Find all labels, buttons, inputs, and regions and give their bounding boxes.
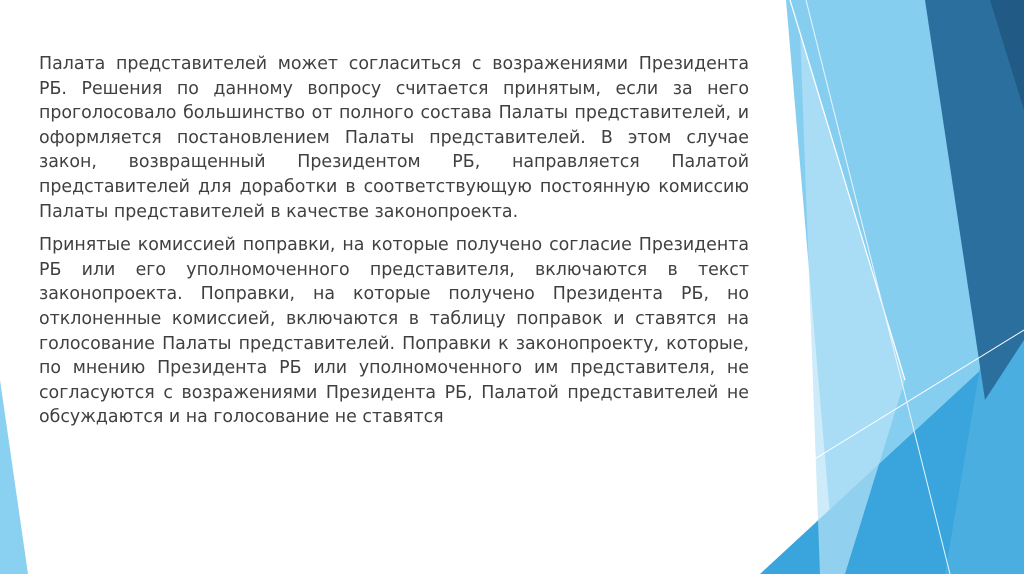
left-edge-shape: [0, 380, 28, 574]
body-text: [39, 52, 749, 430]
paragraph-2: Принятые комиссией поправки, на которые получено согласие Президента РБ или его уполномоченного представителя, включаются в текст законопроекта. Поправки, на которые получено Президента РБ, но отклоненные комиссией, включаются в таблицу поправок и ставятся на голосование Палаты представителей. Поправки к законопроекту, которые, по мнению Президента РБ или уполномоченного им представителя, не согласуются с возражениями Президента РБ, Палатой представителей не обсуждаются и на голосование не ставятся: [39, 235, 749, 428]
paragraph-1: Палата представителей может согласиться с возражениями Президента РБ. Решения по данному вопросу считается принятым, если за него проголосовало большинство от полного состава Палаты представителей, и оформляется постановлением Палаты представителей. В этом случае закон, возвращенный Президентом РБ, направляется Палатой представителей для доработки в соответствующую постоянную комиссию Палаты представителей в качестве законопроекта.: [39, 54, 749, 222]
